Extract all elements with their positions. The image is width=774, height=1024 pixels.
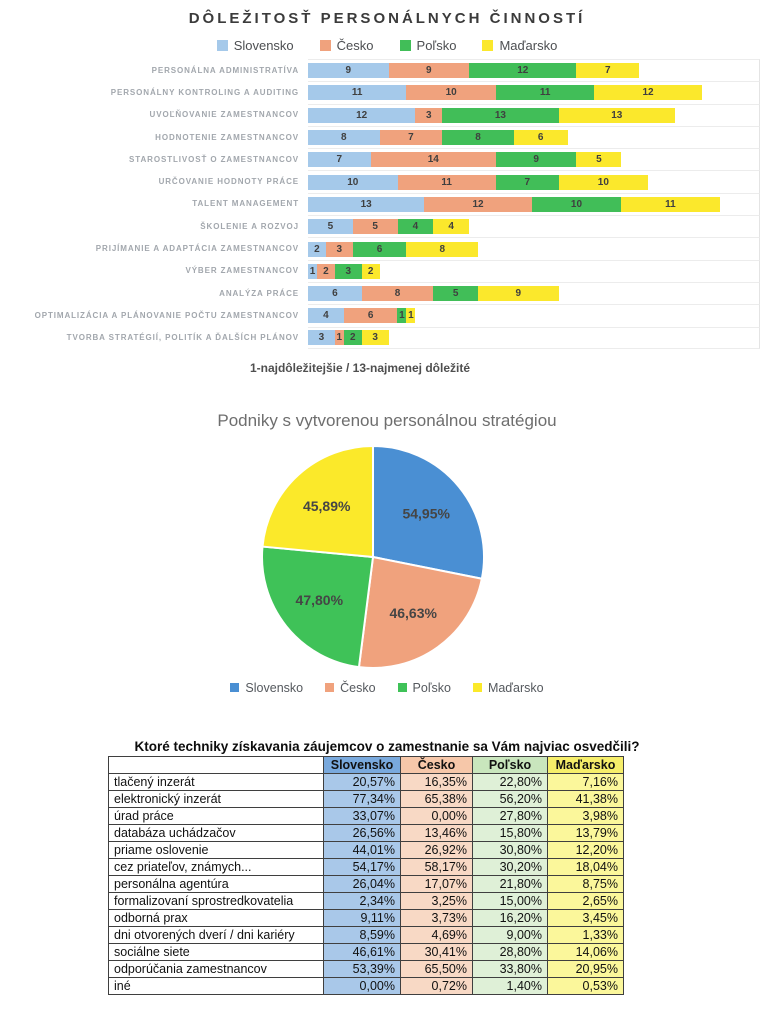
table-value-cell: 16,20% bbox=[473, 909, 548, 926]
table-header-cell: Česko bbox=[401, 756, 473, 773]
bar-chart-legend bbox=[0, 38, 774, 53]
bar-category-label: ANALÝZA PRÁCE bbox=[219, 288, 299, 298]
table-value-cell: 13,46% bbox=[401, 824, 473, 841]
table-row-label: databáza uchádzačov bbox=[109, 824, 324, 841]
bar-row bbox=[0, 215, 774, 237]
table-value-cell: 41,38% bbox=[548, 790, 624, 807]
table-value-cell: 0,00% bbox=[324, 977, 401, 994]
table-value-cell: 15,00% bbox=[473, 892, 548, 909]
bar-segment: 5 bbox=[353, 219, 398, 234]
table-value-cell: 46,61% bbox=[324, 943, 401, 960]
stacked-bar bbox=[308, 219, 469, 234]
bar-row bbox=[0, 260, 774, 282]
bar-segment: 10 bbox=[559, 175, 649, 190]
bar-category-label: PERSONÁLNA ADMINISTRATÍVA bbox=[151, 65, 299, 75]
table-value-cell: 8,59% bbox=[324, 926, 401, 943]
stacked-bar bbox=[308, 63, 639, 78]
table-value-cell: 56,20% bbox=[473, 790, 548, 807]
table-value-cell: 14,06% bbox=[548, 943, 624, 960]
table-value-cell: 53,39% bbox=[324, 960, 401, 977]
bar-chart-note: 1-najdôležitejšie / 13-najmenej dôležité bbox=[249, 360, 471, 375]
bar-segment: 1 bbox=[309, 265, 316, 277]
table-value-cell: 65,50% bbox=[401, 960, 473, 977]
table-value-cell: 20,95% bbox=[548, 960, 624, 977]
bar-segment: 10 bbox=[406, 85, 496, 100]
bar-track bbox=[308, 81, 760, 103]
bar-row bbox=[0, 59, 774, 81]
pie-chart-legend bbox=[0, 681, 774, 695]
bar-segment: 4 bbox=[433, 219, 469, 234]
table-header-row bbox=[109, 756, 624, 773]
table-row bbox=[109, 841, 624, 858]
bar-segment: 2 bbox=[317, 264, 335, 279]
stacked-bar bbox=[308, 242, 478, 257]
table-value-cell: 0,00% bbox=[401, 807, 473, 824]
legend-item bbox=[482, 38, 557, 53]
bar-row bbox=[0, 193, 774, 215]
pie-slice-label: 47,80% bbox=[295, 591, 344, 608]
bar-segment: 3 bbox=[308, 330, 335, 345]
table-value-cell: 58,17% bbox=[401, 858, 473, 875]
techniques-table-section bbox=[0, 739, 774, 995]
bar-segment: 3 bbox=[335, 264, 362, 279]
legend-label: Slovensko bbox=[245, 680, 304, 695]
table-value-cell: 9,00% bbox=[473, 926, 548, 943]
legend-swatch-icon bbox=[398, 683, 407, 692]
bar-track bbox=[308, 327, 760, 349]
bar-row bbox=[0, 126, 774, 148]
table-value-cell: 3,45% bbox=[548, 909, 624, 926]
bar-segment: 11 bbox=[496, 85, 594, 100]
table-value-cell: 18,04% bbox=[548, 858, 624, 875]
bar-segment: 2 bbox=[344, 330, 362, 345]
bar-segment: 12 bbox=[469, 63, 576, 78]
bar-chart-plot bbox=[0, 59, 774, 349]
bar-segment: 12 bbox=[594, 85, 701, 100]
pie-chart-title: Podniky s vytvorenou personálnou stratégiou bbox=[217, 410, 557, 430]
table-row-label: odporúčania zamestnancov bbox=[109, 960, 324, 977]
table-row-label: cez priateľov, známych... bbox=[109, 858, 324, 875]
legend-item bbox=[398, 681, 451, 695]
stacked-bar bbox=[308, 175, 648, 190]
bar-row bbox=[0, 304, 774, 326]
bar-category-label: VÝBER ZAMESTNANCOV bbox=[185, 266, 299, 276]
table-value-cell: 3,73% bbox=[401, 909, 473, 926]
table-body bbox=[109, 773, 624, 994]
bar-chart-title: DÔLEŽITOSŤ PERSONÁLNYCH ČINNOSTÍ bbox=[188, 10, 586, 27]
legend-label: Poľsko bbox=[412, 680, 451, 695]
legend-label: Česko bbox=[340, 680, 376, 695]
table-value-cell: 44,01% bbox=[324, 841, 401, 858]
bar-segment: 12 bbox=[424, 197, 531, 212]
bar-category-label: HODNOTENIE ZAMESTNANCOV bbox=[155, 132, 299, 142]
bar-track bbox=[308, 304, 760, 326]
table-value-cell: 0,53% bbox=[548, 977, 624, 994]
legend-item bbox=[325, 681, 375, 695]
bar-segment: 11 bbox=[621, 197, 719, 212]
bar-track bbox=[308, 237, 760, 259]
table-header-cell: Slovensko bbox=[324, 756, 401, 773]
bar-segment: 12 bbox=[308, 108, 415, 123]
stacked-bar bbox=[308, 130, 568, 145]
bar-segment: 10 bbox=[532, 197, 622, 212]
bar-segment: 8 bbox=[308, 130, 380, 145]
table-value-cell: 27,80% bbox=[473, 807, 548, 824]
bar-track bbox=[308, 260, 760, 282]
legend-item bbox=[400, 38, 457, 53]
bar-segment: 7 bbox=[576, 63, 639, 78]
legend-item bbox=[217, 38, 294, 53]
bar-track bbox=[308, 193, 760, 215]
table-value-cell: 65,38% bbox=[401, 790, 473, 807]
bar-track bbox=[308, 170, 760, 192]
legend-label: Maďarsko bbox=[487, 680, 544, 695]
bar-segment: 10 bbox=[308, 175, 398, 190]
table-row-label: tlačený inzerát bbox=[109, 773, 324, 790]
bar-category-label: URČOVANIE HODNOTY PRÁCE bbox=[158, 177, 299, 187]
legend-swatch-icon bbox=[230, 683, 239, 692]
table-value-cell: 1,33% bbox=[548, 926, 624, 943]
table-value-cell: 13,79% bbox=[548, 824, 624, 841]
table-value-cell: 15,80% bbox=[473, 824, 548, 841]
table-row bbox=[109, 960, 624, 977]
bar-segment: 6 bbox=[514, 130, 568, 145]
table-value-cell: 54,17% bbox=[324, 858, 401, 875]
bar-segment: 13 bbox=[559, 108, 675, 123]
pie-slice-label: 54,95% bbox=[402, 505, 450, 522]
bar-segment: 7 bbox=[496, 175, 559, 190]
bar-category-label: TVORBA STRATÉGIÍ, POLITÍK A ĎALŠÍCH PLÁNOV bbox=[66, 333, 299, 343]
bar-category-label: PRIJÍMANIE A ADAPTÁCIA ZAMESTNANCOV bbox=[95, 244, 299, 254]
bar-segment: 2 bbox=[362, 264, 380, 279]
table-title: Ktoré techniky získavania záujemcov o zamestnanie sa Vám najviac osvedčili? bbox=[134, 738, 640, 754]
stacked-bar bbox=[308, 264, 380, 279]
bar-row bbox=[0, 148, 774, 170]
table-value-cell: 17,07% bbox=[401, 875, 473, 892]
bar-segment: 2 bbox=[308, 242, 326, 257]
table-header-cell: Poľsko bbox=[473, 756, 548, 773]
pie-slice-label: 46,63% bbox=[389, 604, 437, 621]
bar-segment: 5 bbox=[433, 286, 478, 301]
table-value-cell: 26,04% bbox=[324, 875, 401, 892]
table-row bbox=[109, 773, 624, 790]
pie-slice-label: 45,89% bbox=[302, 497, 351, 514]
table-value-cell: 16,35% bbox=[401, 773, 473, 790]
table-header-cell: Maďarsko bbox=[548, 756, 624, 773]
table-value-cell: 0,72% bbox=[401, 977, 473, 994]
bar-track bbox=[308, 126, 760, 148]
table-row-label: elektronický inzerát bbox=[109, 790, 324, 807]
stacked-bar bbox=[308, 108, 675, 123]
bar-row bbox=[0, 104, 774, 126]
table-row bbox=[109, 892, 624, 909]
table-value-cell: 3,98% bbox=[548, 807, 624, 824]
bar-segment: 6 bbox=[308, 286, 362, 301]
table-value-cell: 77,34% bbox=[324, 790, 401, 807]
bar-segment: 11 bbox=[308, 85, 406, 100]
stacked-bar bbox=[308, 330, 389, 345]
table-value-cell: 7,16% bbox=[548, 773, 624, 790]
bar-segment: 1 bbox=[399, 310, 405, 322]
table-row-label: iné bbox=[109, 977, 324, 994]
bar-segment: 6 bbox=[353, 242, 407, 257]
bar-track bbox=[308, 215, 760, 237]
pie-svg bbox=[250, 441, 496, 673]
bar-segment: 8 bbox=[442, 130, 514, 145]
table-row bbox=[109, 926, 624, 943]
table-value-cell: 33,07% bbox=[324, 807, 401, 824]
legend-swatch-icon bbox=[482, 40, 493, 51]
table-value-cell: 26,92% bbox=[401, 841, 473, 858]
table-row bbox=[109, 977, 624, 994]
legend-label: Maďarsko bbox=[499, 38, 558, 53]
table-row-label: personálna agentúra bbox=[109, 875, 324, 892]
bar-segment: 5 bbox=[308, 219, 353, 234]
table-value-cell: 2,65% bbox=[548, 892, 624, 909]
bar-segment: 14 bbox=[371, 152, 496, 167]
bar-category-label: TALENT MANAGEMENT bbox=[192, 199, 299, 209]
table-row-label: priame oslovenie bbox=[109, 841, 324, 858]
bar-segment: 6 bbox=[344, 308, 398, 323]
bar-category-label: STAROSTLIVOSŤ O ZAMESTNANCOV bbox=[129, 154, 299, 164]
table-value-cell: 26,56% bbox=[324, 824, 401, 841]
legend-label: Česko bbox=[336, 38, 374, 53]
table-row bbox=[109, 875, 624, 892]
table-value-cell: 28,80% bbox=[473, 943, 548, 960]
table-row bbox=[109, 858, 624, 875]
bar-segment: 9 bbox=[478, 286, 559, 301]
table-row-label: sociálne siete bbox=[109, 943, 324, 960]
bar-category-label: OPTIMALIZÁCIA A PLÁNOVANIE POČTU ZAMESTNANCOV bbox=[34, 310, 299, 320]
bar-category-label: UVOĽŇOVANIE ZAMESTNANCOV bbox=[149, 110, 299, 120]
bar-track bbox=[308, 59, 760, 81]
legend-swatch-icon bbox=[400, 40, 411, 51]
table-value-cell: 30,20% bbox=[473, 858, 548, 875]
table-row-label: úrad práce bbox=[109, 807, 324, 824]
bar-segment: 13 bbox=[308, 197, 424, 212]
bar-chart-importance bbox=[0, 0, 774, 375]
bar-category-label: ŠKOLENIE A ROZVOJ bbox=[200, 221, 299, 231]
table-row bbox=[109, 807, 624, 824]
bar-row bbox=[0, 81, 774, 103]
legend-item bbox=[473, 681, 544, 695]
bar-segment: 1 bbox=[408, 310, 414, 322]
table-row-label: dni otvorených dverí / dni kariéry bbox=[109, 926, 324, 943]
legend-label: Poľsko bbox=[416, 38, 457, 53]
stacked-bar bbox=[308, 308, 415, 323]
legend-swatch-icon bbox=[320, 40, 331, 51]
techniques-table bbox=[108, 756, 624, 995]
table-row-label: odborná prax bbox=[109, 909, 324, 926]
bar-track bbox=[308, 104, 760, 126]
table-value-cell: 20,57% bbox=[324, 773, 401, 790]
bar-segment: 9 bbox=[389, 63, 470, 78]
table-row bbox=[109, 824, 624, 841]
bar-segment: 8 bbox=[362, 286, 434, 301]
stacked-bar bbox=[308, 197, 720, 212]
bar-segment: 4 bbox=[308, 308, 344, 323]
table-value-cell: 3,25% bbox=[401, 892, 473, 909]
bar-segment: 5 bbox=[576, 152, 621, 167]
bar-segment: 9 bbox=[496, 152, 577, 167]
bar-segment: 3 bbox=[326, 242, 353, 257]
bar-segment: 9 bbox=[308, 63, 389, 78]
bar-segment: 7 bbox=[308, 152, 371, 167]
table-row bbox=[109, 943, 624, 960]
bar-segment: 3 bbox=[415, 108, 442, 123]
bar-segment: 11 bbox=[398, 175, 496, 190]
table-row bbox=[109, 790, 624, 807]
table-value-cell: 2,34% bbox=[324, 892, 401, 909]
table-value-cell: 9,11% bbox=[324, 909, 401, 926]
bar-segment: 1 bbox=[336, 332, 343, 344]
stacked-bar bbox=[308, 152, 621, 167]
bar-track bbox=[308, 282, 760, 304]
table-value-cell: 4,69% bbox=[401, 926, 473, 943]
stacked-bar bbox=[308, 286, 559, 301]
pie-chart-plot bbox=[0, 441, 774, 673]
table-value-cell: 30,41% bbox=[401, 943, 473, 960]
legend-item bbox=[230, 681, 303, 695]
table-value-cell: 12,20% bbox=[548, 841, 624, 858]
legend-label: Slovensko bbox=[233, 38, 294, 53]
bar-row bbox=[0, 282, 774, 304]
stacked-bar bbox=[308, 85, 702, 100]
bar-segment: 7 bbox=[380, 130, 443, 145]
table-row-label: formalizovaní sprostredkovatelia bbox=[109, 892, 324, 909]
table-value-cell: 22,80% bbox=[473, 773, 548, 790]
table-value-cell: 21,80% bbox=[473, 875, 548, 892]
table-header-cell bbox=[109, 756, 324, 773]
table-row bbox=[109, 909, 624, 926]
legend-swatch-icon bbox=[473, 683, 482, 692]
bar-row bbox=[0, 170, 774, 192]
legend-swatch-icon bbox=[217, 40, 228, 51]
bar-row bbox=[0, 237, 774, 259]
table-value-cell: 30,80% bbox=[473, 841, 548, 858]
bar-track bbox=[308, 148, 760, 170]
table-header bbox=[109, 756, 624, 773]
pie-chart-strategy bbox=[0, 411, 774, 695]
table-value-cell: 1,40% bbox=[473, 977, 548, 994]
legend-swatch-icon bbox=[325, 683, 334, 692]
table-value-cell: 8,75% bbox=[548, 875, 624, 892]
table-value-cell: 33,80% bbox=[473, 960, 548, 977]
bar-segment: 3 bbox=[362, 330, 389, 345]
bar-category-label: PERSONÁLNY KONTROLING A AUDITING bbox=[110, 87, 299, 97]
bar-segment: 4 bbox=[398, 219, 434, 234]
legend-item bbox=[320, 38, 374, 53]
bar-segment: 13 bbox=[442, 108, 558, 123]
bar-row bbox=[0, 327, 774, 349]
bar-segment: 8 bbox=[406, 242, 478, 257]
